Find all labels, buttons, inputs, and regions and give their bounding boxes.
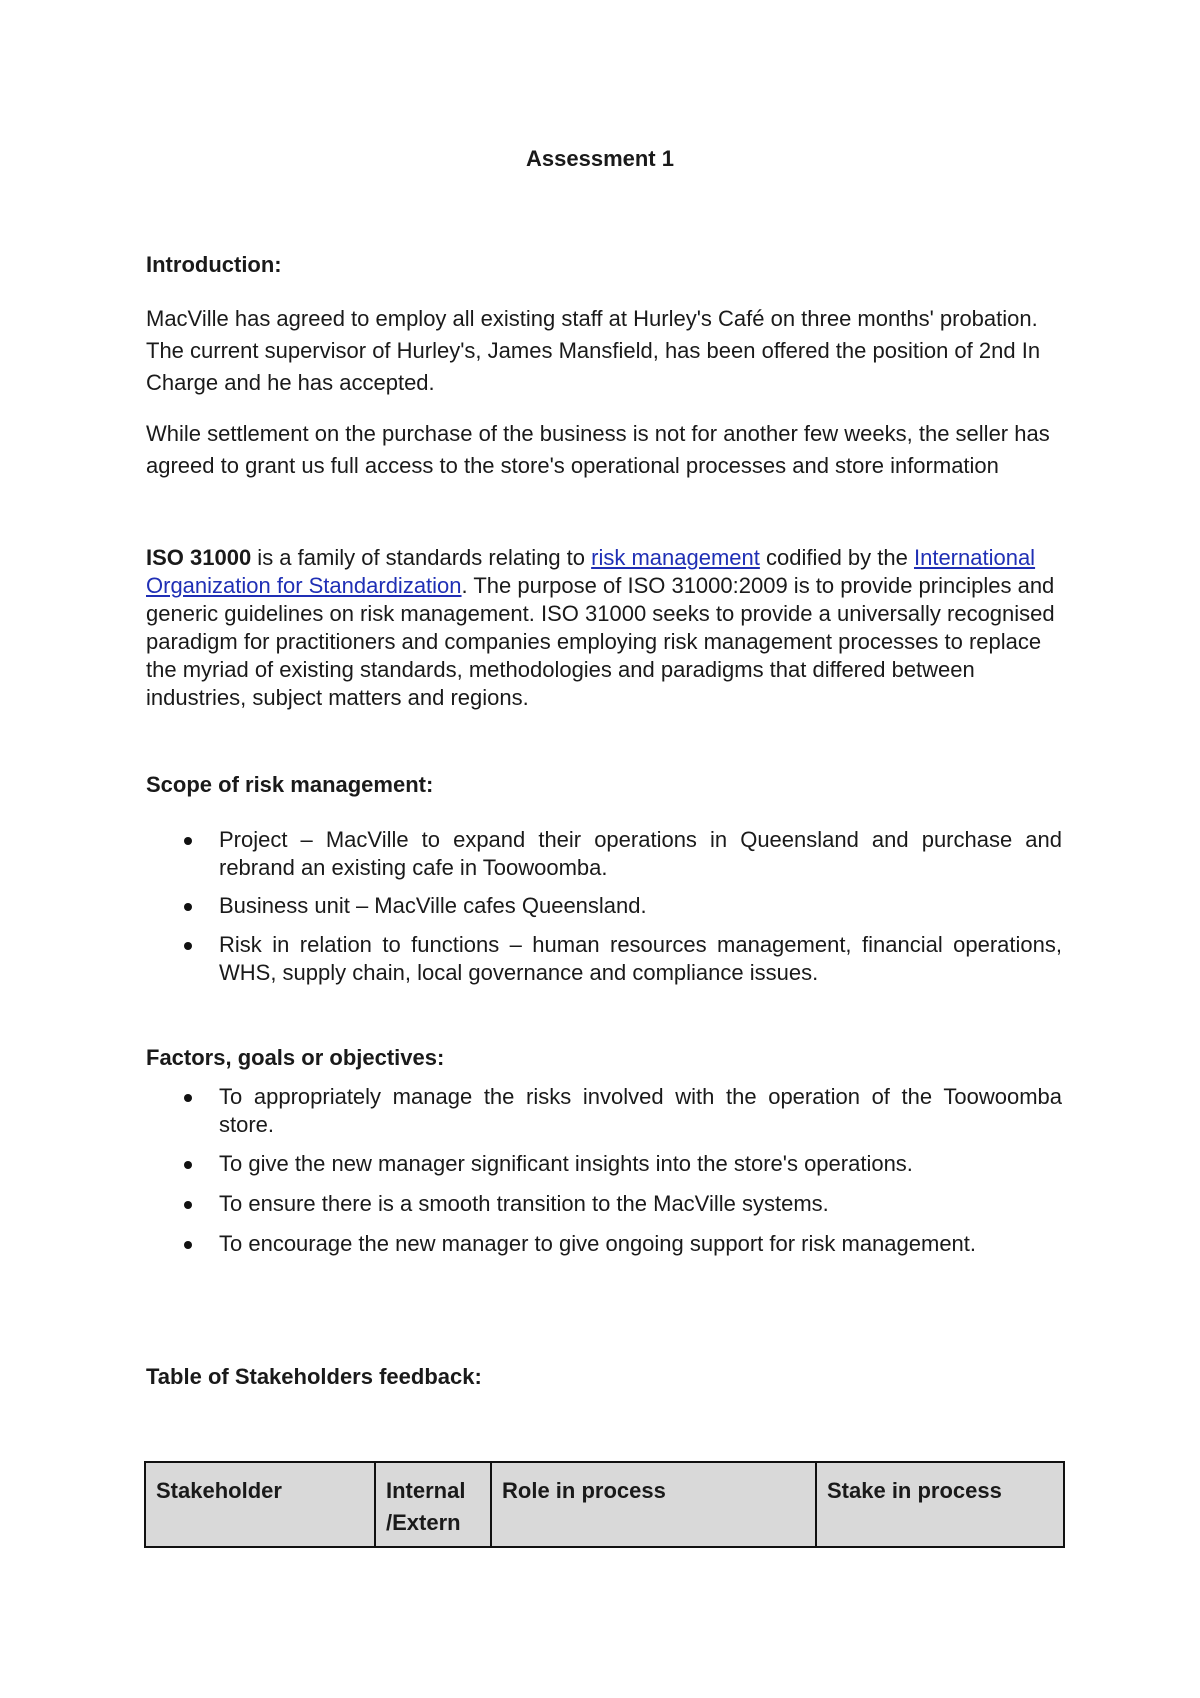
column-header-stake: Stake in process (816, 1462, 1064, 1547)
list-item (146, 1230, 1062, 1258)
list-item (146, 1150, 1062, 1178)
column-header-stakeholder: Stakeholder (145, 1462, 375, 1547)
factors-list (146, 1083, 1062, 1258)
risk-management-link[interactable]: risk management (591, 545, 760, 570)
scope-list (146, 826, 1062, 987)
scope-item-text: Project – MacVille to expand their operations in Queensland and purchase and rebrand an existing cafe in Toowoomba. (219, 827, 1062, 880)
column-header-internal-external: Internal /Extern (375, 1462, 491, 1547)
introduction-paragraph-1: MacVille has agreed to employ all existing staff at Hurley's Café on three months' probation. The current supervisor of Hurley's, James Mansfield, has been offered the position of 2nd In Charge and he has accepted. (146, 306, 1041, 395)
scope-heading: Scope of risk management: (146, 772, 434, 797)
stakeholders-heading: Table of Stakeholders feedback: (146, 1364, 482, 1389)
iso-organization-link[interactable]: International Organization for Standardization (146, 545, 1036, 598)
factors-item-text: To ensure there is a smooth transition to the MacVille systems. (219, 1191, 829, 1216)
iso-text-1: is a family of standards relating to (251, 545, 592, 570)
list-item (146, 1190, 1062, 1218)
iso-text-2: codified by the (759, 545, 914, 570)
bullet-icon (184, 1094, 192, 1102)
introduction-heading: Introduction: (146, 252, 282, 277)
introduction-paragraph-2: While settlement on the purchase of the business is not for another few weeks, the seller has agreed to grant us full access to the store's operational processes and store information (146, 421, 1050, 478)
list-item (146, 931, 1062, 987)
iso-text-3: . The purpose of ISO 31000:2009 is to provide principles and generic guidelines on risk management. ISO 31000 seeks to provide a universally recognised paradigm for practitioners and companies employing risk management processes to replace the myriad of existing standards, methodologies and paradigms that differed between industries, subject matters and regions. (146, 573, 1055, 710)
bullet-icon (184, 903, 192, 911)
factors-item-text: To give the new manager significant insights into the store's operations. (219, 1151, 913, 1176)
column-header-role: Role in process (491, 1462, 816, 1547)
bullet-icon (184, 1161, 192, 1169)
factors-heading: Factors, goals or objectives: (146, 1045, 445, 1070)
factors-item-text: To appropriately manage the risks involved with the operation of the Toowoomba store. (219, 1084, 1062, 1137)
bullet-icon (184, 1201, 192, 1209)
bullet-icon (184, 942, 192, 950)
list-item (146, 1083, 1062, 1139)
iso-paragraph (146, 544, 1066, 712)
document-title: Assessment 1 (526, 146, 674, 171)
bullet-icon (184, 1241, 192, 1249)
factors-item-text: To encourage the new manager to give ongoing support for risk management. (219, 1231, 977, 1256)
scope-item-text: Risk in relation to functions – human resources management, financial operations, WHS, supply chain, local governance and compliance issues. (219, 932, 1062, 985)
stakeholders-table (144, 1461, 1065, 1548)
scope-item-text: Business unit – MacVille cafes Queensland. (219, 893, 647, 918)
list-item (146, 826, 1062, 882)
list-item (146, 892, 1062, 920)
iso-term: ISO 31000 (146, 545, 252, 570)
bullet-icon (184, 837, 192, 845)
table-header-row (145, 1462, 1064, 1547)
